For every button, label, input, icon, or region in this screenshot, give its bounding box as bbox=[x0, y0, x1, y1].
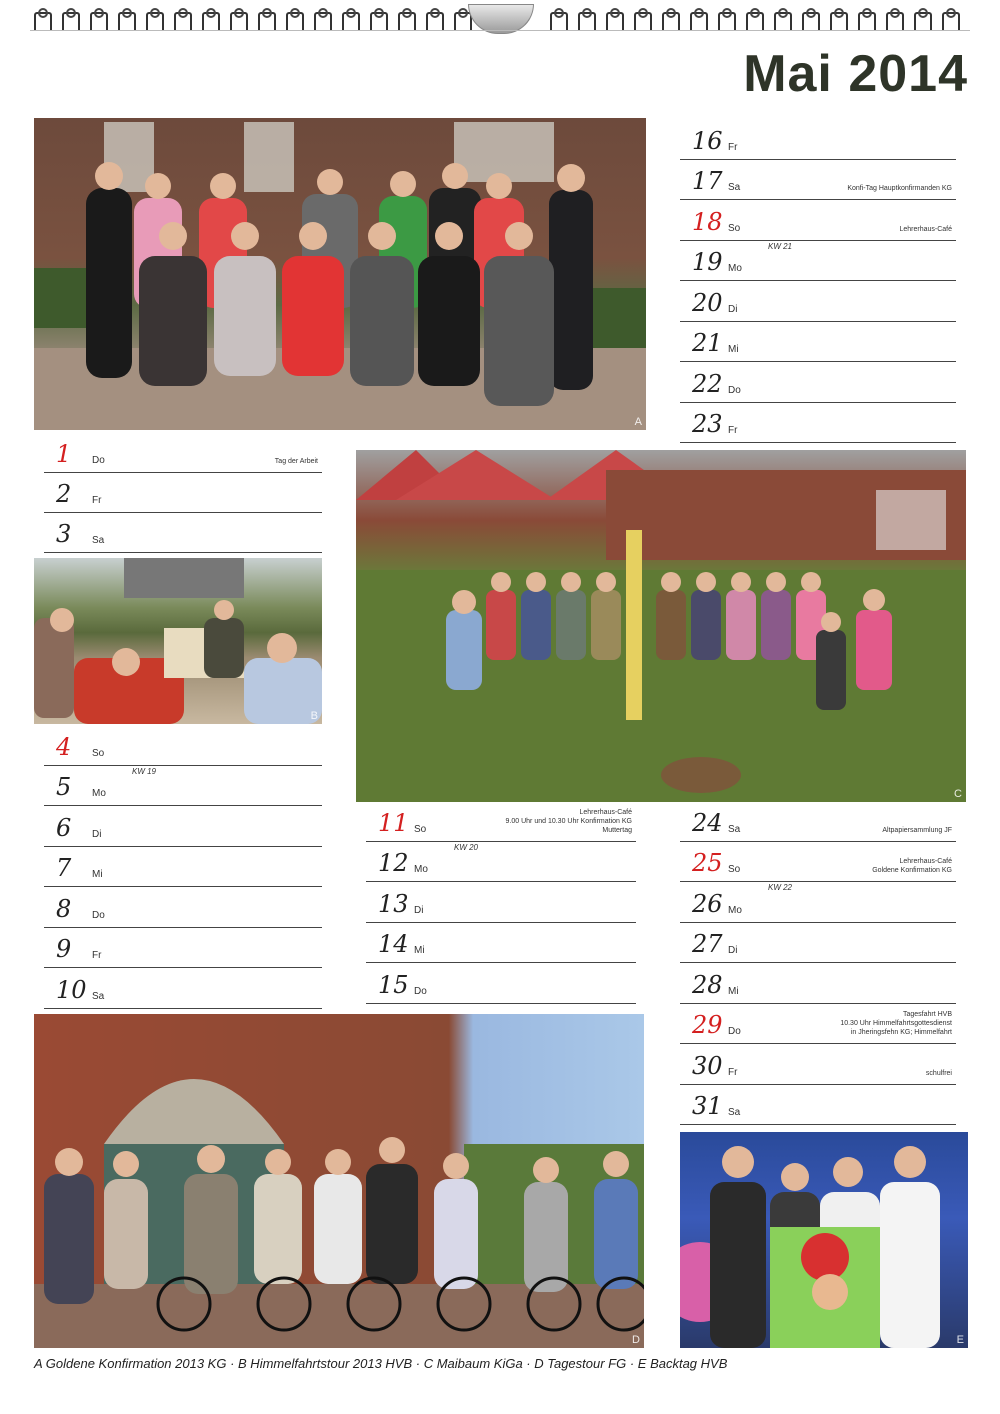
calendar-day-row bbox=[44, 805, 322, 847]
top-border bbox=[30, 30, 970, 31]
weekday-label: Sa bbox=[728, 1107, 741, 1118]
binding-ring-icon bbox=[606, 12, 624, 30]
week-number: KW 21 bbox=[768, 241, 793, 251]
calendar-day-row bbox=[366, 962, 636, 1004]
calendar-day-row bbox=[680, 841, 956, 883]
weekday-label: Fr bbox=[92, 495, 102, 506]
binding-ring-icon bbox=[718, 12, 736, 30]
calendar-day-row bbox=[680, 159, 956, 201]
weekday-label: Fr bbox=[728, 1066, 738, 1078]
day-number: 9 bbox=[56, 935, 72, 963]
photo-caption: A Goldene Konfirmation 2013 KG · B Himmelfahrtstour 2013 HVB · C Maibaum KiGa · D Tagestour FG · E Backtag HVB bbox=[34, 1356, 728, 1371]
calendar-day-row bbox=[680, 402, 956, 444]
week-number: KW 19 bbox=[132, 766, 157, 776]
photo-d-scene bbox=[34, 1014, 644, 1348]
binding-ring-icon bbox=[426, 12, 444, 30]
day-number: 18 bbox=[692, 207, 723, 236]
weekday-label: Do bbox=[728, 384, 741, 396]
day-number: 22 bbox=[692, 369, 723, 398]
calendar-day-row bbox=[44, 432, 322, 473]
day-number: 4 bbox=[56, 732, 72, 761]
binding-ring-icon bbox=[914, 12, 932, 30]
day-number: 19 bbox=[692, 248, 723, 276]
binding-ring-icon bbox=[118, 12, 136, 30]
day-number: 25 bbox=[692, 849, 723, 877]
binding-ring-icon bbox=[398, 12, 416, 30]
week-number: KW 20 bbox=[454, 842, 479, 852]
binding-ring-icon bbox=[858, 12, 876, 30]
event-note: Altpapiersammlung JF bbox=[882, 826, 952, 834]
weekday-label: So bbox=[92, 747, 105, 759]
calendar-day-row bbox=[680, 1084, 956, 1126]
event-note: Lehrerhaus-Café bbox=[899, 225, 952, 233]
binding-ring-icon bbox=[202, 12, 220, 30]
binding-ring-icon bbox=[286, 12, 304, 30]
day-number: 5 bbox=[56, 773, 72, 801]
day-number: 27 bbox=[692, 930, 723, 958]
binding-ring-icon bbox=[830, 12, 848, 30]
photo-c-scene bbox=[356, 450, 966, 802]
binding-ring-icon bbox=[258, 12, 276, 30]
photo-e-scene bbox=[680, 1132, 968, 1348]
day-number: 21 bbox=[692, 329, 723, 357]
day-number: 1 bbox=[56, 440, 72, 468]
weekday-label: Fr bbox=[728, 425, 738, 436]
weekday-label: Sa bbox=[92, 990, 105, 1002]
photo-label: C bbox=[954, 788, 962, 800]
photo-a-scene bbox=[34, 118, 646, 430]
day-number: 24 bbox=[692, 808, 723, 837]
day-number: 16 bbox=[692, 126, 723, 155]
calendar-day-row bbox=[680, 361, 956, 403]
calendar-day-row bbox=[680, 881, 956, 923]
day-number: 17 bbox=[692, 167, 723, 195]
photo-e bbox=[680, 1132, 968, 1348]
calendar-day-row bbox=[44, 724, 322, 766]
day-number: 20 bbox=[692, 288, 723, 317]
calendar-day-row bbox=[366, 881, 636, 923]
weekday-label: Di bbox=[414, 904, 424, 916]
weekday-label: Do bbox=[92, 909, 105, 921]
calendar-day-row bbox=[366, 800, 636, 842]
binding-ring-icon bbox=[802, 12, 820, 30]
day-number: 31 bbox=[692, 1092, 723, 1120]
binding-ring-icon bbox=[746, 12, 764, 30]
weekday-label: Mi bbox=[414, 945, 425, 956]
calendar-days-11-15 bbox=[366, 800, 636, 1004]
weekday-label: Di bbox=[92, 828, 102, 840]
photo-label: A bbox=[634, 416, 642, 428]
binding-ring-icon bbox=[342, 12, 360, 30]
calendar-days-16-23 bbox=[680, 118, 956, 444]
calendar-day-row bbox=[44, 512, 322, 553]
photo-b-scene bbox=[34, 558, 322, 724]
weekday-label: Fr bbox=[728, 141, 738, 153]
calendar-day-row bbox=[680, 800, 956, 842]
weekday-label: So bbox=[728, 222, 741, 234]
calendar-day-row bbox=[680, 962, 956, 1004]
binding-ring-icon bbox=[314, 12, 332, 30]
weekday-label: Mo bbox=[92, 788, 106, 799]
binding-ring-icon bbox=[370, 12, 388, 30]
photo-label: B bbox=[310, 710, 318, 722]
calendar-day-row bbox=[680, 118, 956, 160]
binding-ring-icon bbox=[690, 12, 708, 30]
weekday-label: Sa bbox=[92, 535, 105, 546]
weekday-label: Mo bbox=[728, 904, 742, 916]
calendar-day-row bbox=[680, 1043, 956, 1085]
week-number: KW 22 bbox=[768, 883, 793, 892]
calendar-day-row bbox=[44, 967, 322, 1009]
binding-ring-icon bbox=[886, 12, 904, 30]
calendar-day-row bbox=[366, 922, 636, 964]
calendar-days-24-31 bbox=[680, 800, 956, 1128]
weekday-label: Mi bbox=[728, 344, 739, 355]
day-number: 10 bbox=[56, 975, 87, 1004]
weekday-label: Fr bbox=[92, 950, 102, 961]
day-number: 15 bbox=[378, 970, 409, 999]
photo-d bbox=[34, 1014, 644, 1348]
binding-ring-icon bbox=[774, 12, 792, 30]
photo-a bbox=[34, 118, 646, 430]
weekday-label: Sa bbox=[728, 182, 741, 193]
binding-ring-icon bbox=[174, 12, 192, 30]
day-number: 2 bbox=[56, 480, 72, 508]
day-number: 13 bbox=[378, 889, 409, 918]
calendar-day-row bbox=[44, 472, 322, 513]
weekday-label: Do bbox=[414, 985, 427, 997]
calendar-day-row bbox=[680, 199, 956, 241]
weekday-label: Mo bbox=[728, 263, 742, 274]
day-number: 30 bbox=[692, 1051, 723, 1080]
weekday-label: So bbox=[728, 864, 741, 875]
photo-c bbox=[356, 450, 966, 802]
calendar-day-row bbox=[680, 1003, 956, 1045]
day-number: 26 bbox=[692, 889, 723, 918]
weekday-label: Mo bbox=[414, 864, 428, 875]
calendar-day-row bbox=[680, 280, 956, 322]
weekday-label: So bbox=[414, 823, 427, 835]
day-number: 3 bbox=[56, 520, 72, 548]
binding-ring-icon bbox=[662, 12, 680, 30]
binding-ring-icon bbox=[230, 12, 248, 30]
weekday-label: Mi bbox=[728, 985, 739, 997]
calendar-days-4-10 bbox=[44, 724, 322, 1008]
weekday-label: Do bbox=[92, 455, 105, 466]
event-note: Tag der Arbeit bbox=[274, 458, 318, 465]
day-number: 29 bbox=[692, 1011, 723, 1039]
photo-label: D bbox=[632, 1334, 640, 1346]
day-number: 14 bbox=[378, 930, 409, 958]
binding-ring-icon bbox=[90, 12, 108, 30]
calendar-day-row bbox=[366, 841, 636, 883]
weekday-label: Di bbox=[728, 945, 738, 956]
event-note: Tagesfahrt HVB 10.30 Uhr Himmelfahrtsgottesdienst in Jheringsfehn KG; Himmelfahrt bbox=[840, 1011, 952, 1036]
weekday-label: Sa bbox=[728, 823, 741, 835]
calendar-day-row bbox=[44, 927, 322, 969]
weekday-label: Di bbox=[728, 303, 738, 315]
binding-ring-icon bbox=[578, 12, 596, 30]
binding-ring-icon bbox=[34, 12, 52, 30]
photo-label: E bbox=[956, 1334, 964, 1346]
event-note: Lehrerhaus-Café 9.00 Uhr und 10.30 Uhr Konfirmation KG Muttertag bbox=[505, 808, 632, 834]
binding-ring-icon bbox=[550, 12, 568, 30]
calendar-day-row bbox=[44, 846, 322, 888]
day-number: 7 bbox=[56, 854, 72, 882]
binding-ring-icon bbox=[146, 12, 164, 30]
day-number: 6 bbox=[56, 813, 72, 842]
event-note: Lehrerhaus-Café Goldene Konfirmation KG bbox=[872, 858, 952, 874]
binding-ring-icon bbox=[62, 12, 80, 30]
calendar-days-1-3 bbox=[44, 432, 322, 552]
day-number: 28 bbox=[692, 970, 723, 999]
weekday-label: Do bbox=[728, 1026, 741, 1037]
calendar-day-row bbox=[680, 922, 956, 964]
calendar-day-row bbox=[44, 765, 322, 807]
event-note: schulfrei bbox=[925, 1069, 952, 1077]
event-note: Konfi-Tag Hauptkonfirmanden KG bbox=[847, 185, 952, 192]
day-number: 23 bbox=[692, 410, 723, 438]
day-number: 11 bbox=[378, 808, 409, 837]
month-title: Mai 2014 bbox=[743, 45, 968, 103]
calendar-day-row bbox=[680, 321, 956, 363]
calendar-day-row bbox=[680, 240, 956, 282]
weekday-label: Mi bbox=[92, 869, 103, 880]
photo-b bbox=[34, 558, 322, 724]
day-number: 8 bbox=[56, 894, 72, 923]
binding-ring-icon bbox=[942, 12, 960, 30]
binding-ring-icon bbox=[634, 12, 652, 30]
calendar-day-row bbox=[44, 886, 322, 928]
day-number: 12 bbox=[378, 849, 409, 877]
